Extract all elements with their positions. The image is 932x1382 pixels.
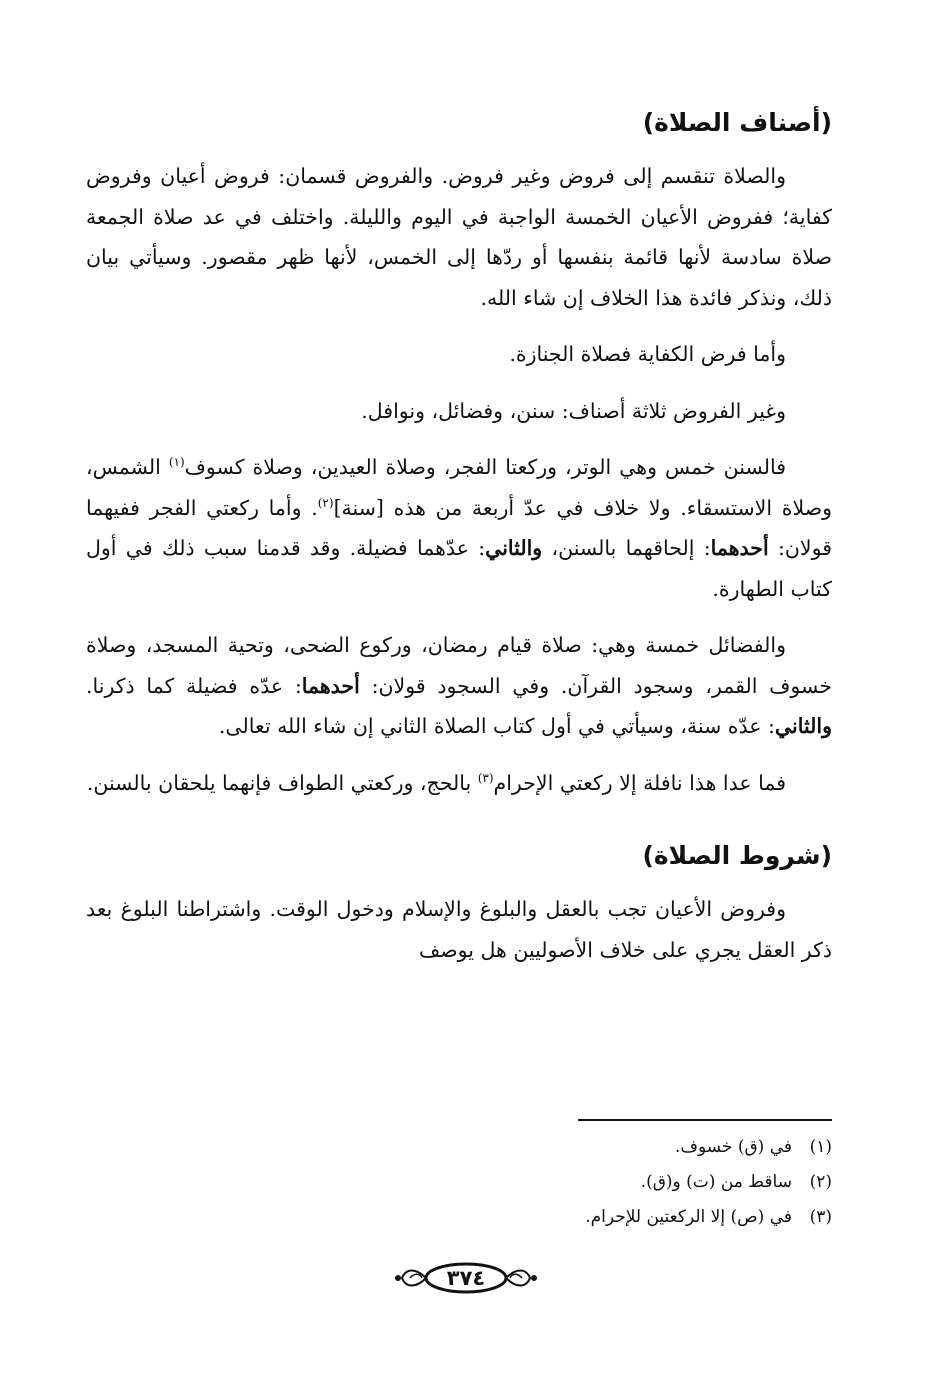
footnote-item: [300, 1165, 832, 1200]
footnote-text: ساقط من (ت) و(ق).: [640, 1172, 792, 1192]
text-segment: فما عدا هذا نافلة إلا ركعتي الإحرام: [493, 770, 786, 795]
text-segment: : إلحاقهما بالسنن،: [542, 536, 711, 560]
text-segment: : عدّه فضيلة كما ذكرنا.: [86, 673, 302, 698]
page-number: ٣٧٤: [446, 1266, 486, 1290]
paragraph-non-obligatory: وغير الفروض ثلاثة أصناف: سنن، وفضائل، ونوافل.: [361, 398, 786, 423]
text-segment: بالحج، وركعتي الطواف فإنهما يلحقان بالسنن.: [86, 770, 478, 795]
footnote-text: في (ق) خسوف.: [674, 1137, 792, 1157]
paragraph-sunnah: [86, 447, 832, 609]
paragraph-conditions: وفروض الأعيان تجب بالعقل والبلوغ والإسلام ودخول الوقت. واشتراطنا البلوغ بعد ذكر العقل يجري على خلاف الأصوليين هل يوصف: [86, 897, 832, 962]
footnote-ref-3: (٣): [477, 770, 494, 785]
text-segment: والفضائل خمسة وهي: صلاة قيام رمضان، وركوع الضحى، وتحية المسجد، وصلاة خسوف القمر، وسجود القرآن. وفي السجود قولان:: [86, 633, 832, 698]
main-text: [86, 100, 832, 970]
bold-term-second: والثاني: [774, 714, 832, 738]
page-number-ornament: [392, 1260, 540, 1296]
bold-term-second: والثاني: [485, 536, 543, 560]
text-segment: الشمس، وصلاة الاستسقاء. ولا خلاف في عدّ أربعة من هذه [سنة]: [86, 455, 833, 520]
footnote-number: (٢): [809, 1172, 832, 1192]
section-heading-prayer-conditions: (شروط الصلاة): [642, 841, 832, 870]
footnote-divider: [578, 1119, 832, 1121]
paragraph-virtues: [86, 625, 832, 747]
text-segment: : عدّهما فضيلة. وقد قدمنا سبب ذلك في أول كتاب الطهارة.: [86, 536, 832, 601]
footnote-item: [300, 1200, 832, 1235]
footnote-ref-2: (٢): [317, 495, 334, 510]
footnote-number: (١): [809, 1137, 832, 1157]
text-segment: : عدّه سنة، وسيأتي في أول كتاب الصلاة الثاني إن شاء الله تعالى.: [218, 714, 775, 738]
footnote-number: (٣): [809, 1207, 832, 1227]
text-segment: . وأما ركعتي الفجر ففيهما قولان:: [86, 495, 833, 560]
paragraph-voluntary: [86, 763, 832, 804]
paragraph-communal-duty: وأما فرض الكفاية فصلاة الجنازة.: [509, 342, 786, 366]
section-heading-prayer-types: (أصناف الصلاة): [642, 108, 832, 137]
text-segment: فالسنن خمس وهي الوتر، وركعتا الفجر، وصلاة العيدين، وصلاة كسوف: [184, 455, 786, 479]
bold-term-first: أحدهما: [710, 536, 769, 560]
footnote-ref-1: (١): [168, 455, 185, 470]
footnote-item: [300, 1130, 832, 1165]
footnote-text: في (ص) إلا الركعتين للإحرام.: [585, 1207, 792, 1227]
footnotes: [300, 1130, 832, 1235]
paragraph-obligations: والصلاة تنقسم إلى فروض وغير فروض. والفروض قسمان: فروض أعيان وفروض كفاية؛ ففروض الأعيان الخمسة الواجبة في اليوم والليلة. واختلف في عد صلاة الجمعة صلاة سادسة لأنها قائمة بنفسها أو ردّها إلى الخمس، لأنها ظهر مقصور. وسيأتي بيان ذلك، ونذكر فائدة هذا الخلاف إن شاء الله.: [86, 164, 832, 310]
bold-term-first: أحدهما: [301, 673, 360, 698]
